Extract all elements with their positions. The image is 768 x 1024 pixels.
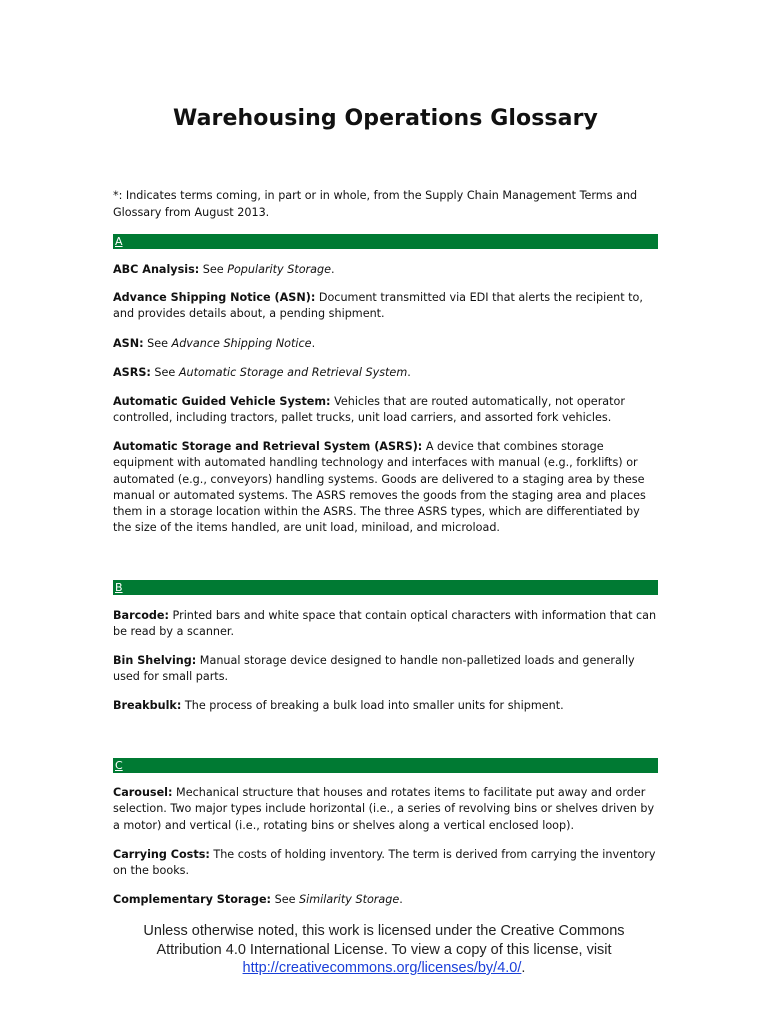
entry-term: ABC Analysis: xyxy=(113,263,200,276)
section-header-a xyxy=(113,234,658,249)
glossary-entry xyxy=(113,698,658,714)
entry-term: Carrying Costs: xyxy=(113,848,210,861)
glossary-entry xyxy=(113,892,658,908)
license-link[interactable]: http://creativecommons.org/licenses/by/4.0/ xyxy=(242,960,522,976)
glossary-entry xyxy=(113,262,658,278)
entry-definition: See Popularity Storage. xyxy=(199,263,335,276)
section-link-c[interactable]: C xyxy=(115,759,123,772)
license-line-3: http://creativecommons.org/licenses/by/4.0/. xyxy=(242,960,526,976)
entry-definition: Manual storage device designed to handle non-palletized loads and generally used for small parts. xyxy=(113,654,635,684)
entry-definition: A device that combines storage equipment with automated handling technology and interfaces with manual (e.g., forklifts) or automated (e.g., conveyors) handling systems. Goods are delivered to a staging area by these manual or automated systems. The ASRS removes the goods from the staging area and places them in a storage location within the ASRS. The three ASRS types, which are differentiated by the size of the items handled, are unit load, miniload, and microload. xyxy=(113,440,646,535)
license-line-1: Unless otherwise noted, this work is licensed under the Creative Commons xyxy=(143,923,625,939)
entry-term: ASN: xyxy=(113,337,144,350)
entry-term: Advance Shipping Notice (ASN): xyxy=(113,291,316,304)
glossary-entry xyxy=(113,847,658,880)
entry-term: Barcode: xyxy=(113,609,169,622)
section-header-b xyxy=(113,580,658,595)
entry-definition: Document transmitted via EDI that alerts the recipient to, and provides details about, a pending shipment. xyxy=(113,291,643,321)
entry-definition: Vehicles that are routed automatically, not operator controlled, including tractors, pallet trucks, unit load carriers, and assorted fork vehicles. xyxy=(113,395,625,425)
section-header-c xyxy=(113,758,658,773)
entry-term: Breakbulk: xyxy=(113,699,182,712)
license-footer xyxy=(0,922,768,978)
section-link-b[interactable]: B xyxy=(115,581,123,594)
glossary-entry xyxy=(113,336,658,352)
glossary-entry xyxy=(113,365,658,381)
entry-definition: Printed bars and white space that contain optical characters with information that can be read by a scanner. xyxy=(113,609,657,639)
section-link-a[interactable]: A xyxy=(115,235,123,248)
glossary-entry xyxy=(113,290,658,323)
entry-definition: The costs of holding inventory. The term is derived from carrying the inventory on the books. xyxy=(113,848,656,878)
entry-term: Automatic Guided Vehicle System: xyxy=(113,395,331,408)
entry-definition: The process of breaking a bulk load into smaller units for shipment. xyxy=(181,699,564,712)
entry-definition: See Automatic Storage and Retrieval System. xyxy=(150,366,411,379)
page-title: Warehousing Operations Glossary xyxy=(173,106,598,131)
entry-term: ASRS: xyxy=(113,366,151,379)
entry-term: Carousel: xyxy=(113,786,173,799)
entry-definition: Mechanical structure that houses and rotates items to facilitate put away and order selection. Two major types include horizontal (i.e., a series of revolving bins or shelves driven by a motor) and vertical (i.e., rotating bins or shelves along a vertical enclosed loop). xyxy=(113,786,655,832)
glossary-entry xyxy=(113,439,658,537)
glossary-entry xyxy=(113,394,658,427)
license-line-2: Attribution 4.0 International License. To view a copy of this license, visit xyxy=(156,941,612,958)
glossary-entry xyxy=(113,608,658,641)
glossary-entry xyxy=(113,785,658,834)
entry-definition: See Similarity Storage. xyxy=(271,893,403,906)
entry-definition: See Advance Shipping Notice. xyxy=(143,337,316,350)
glossary-entry xyxy=(113,653,658,686)
entry-term: Automatic Storage and Retrieval System (ASRS): xyxy=(113,440,423,453)
entry-term: Bin Shelving: xyxy=(113,654,197,667)
intro-note: *: Indicates terms coming, in part or in whole, from the Supply Chain Management Terms and Glossary from August 2013. xyxy=(113,189,638,219)
entry-term: Complementary Storage: xyxy=(113,893,272,906)
